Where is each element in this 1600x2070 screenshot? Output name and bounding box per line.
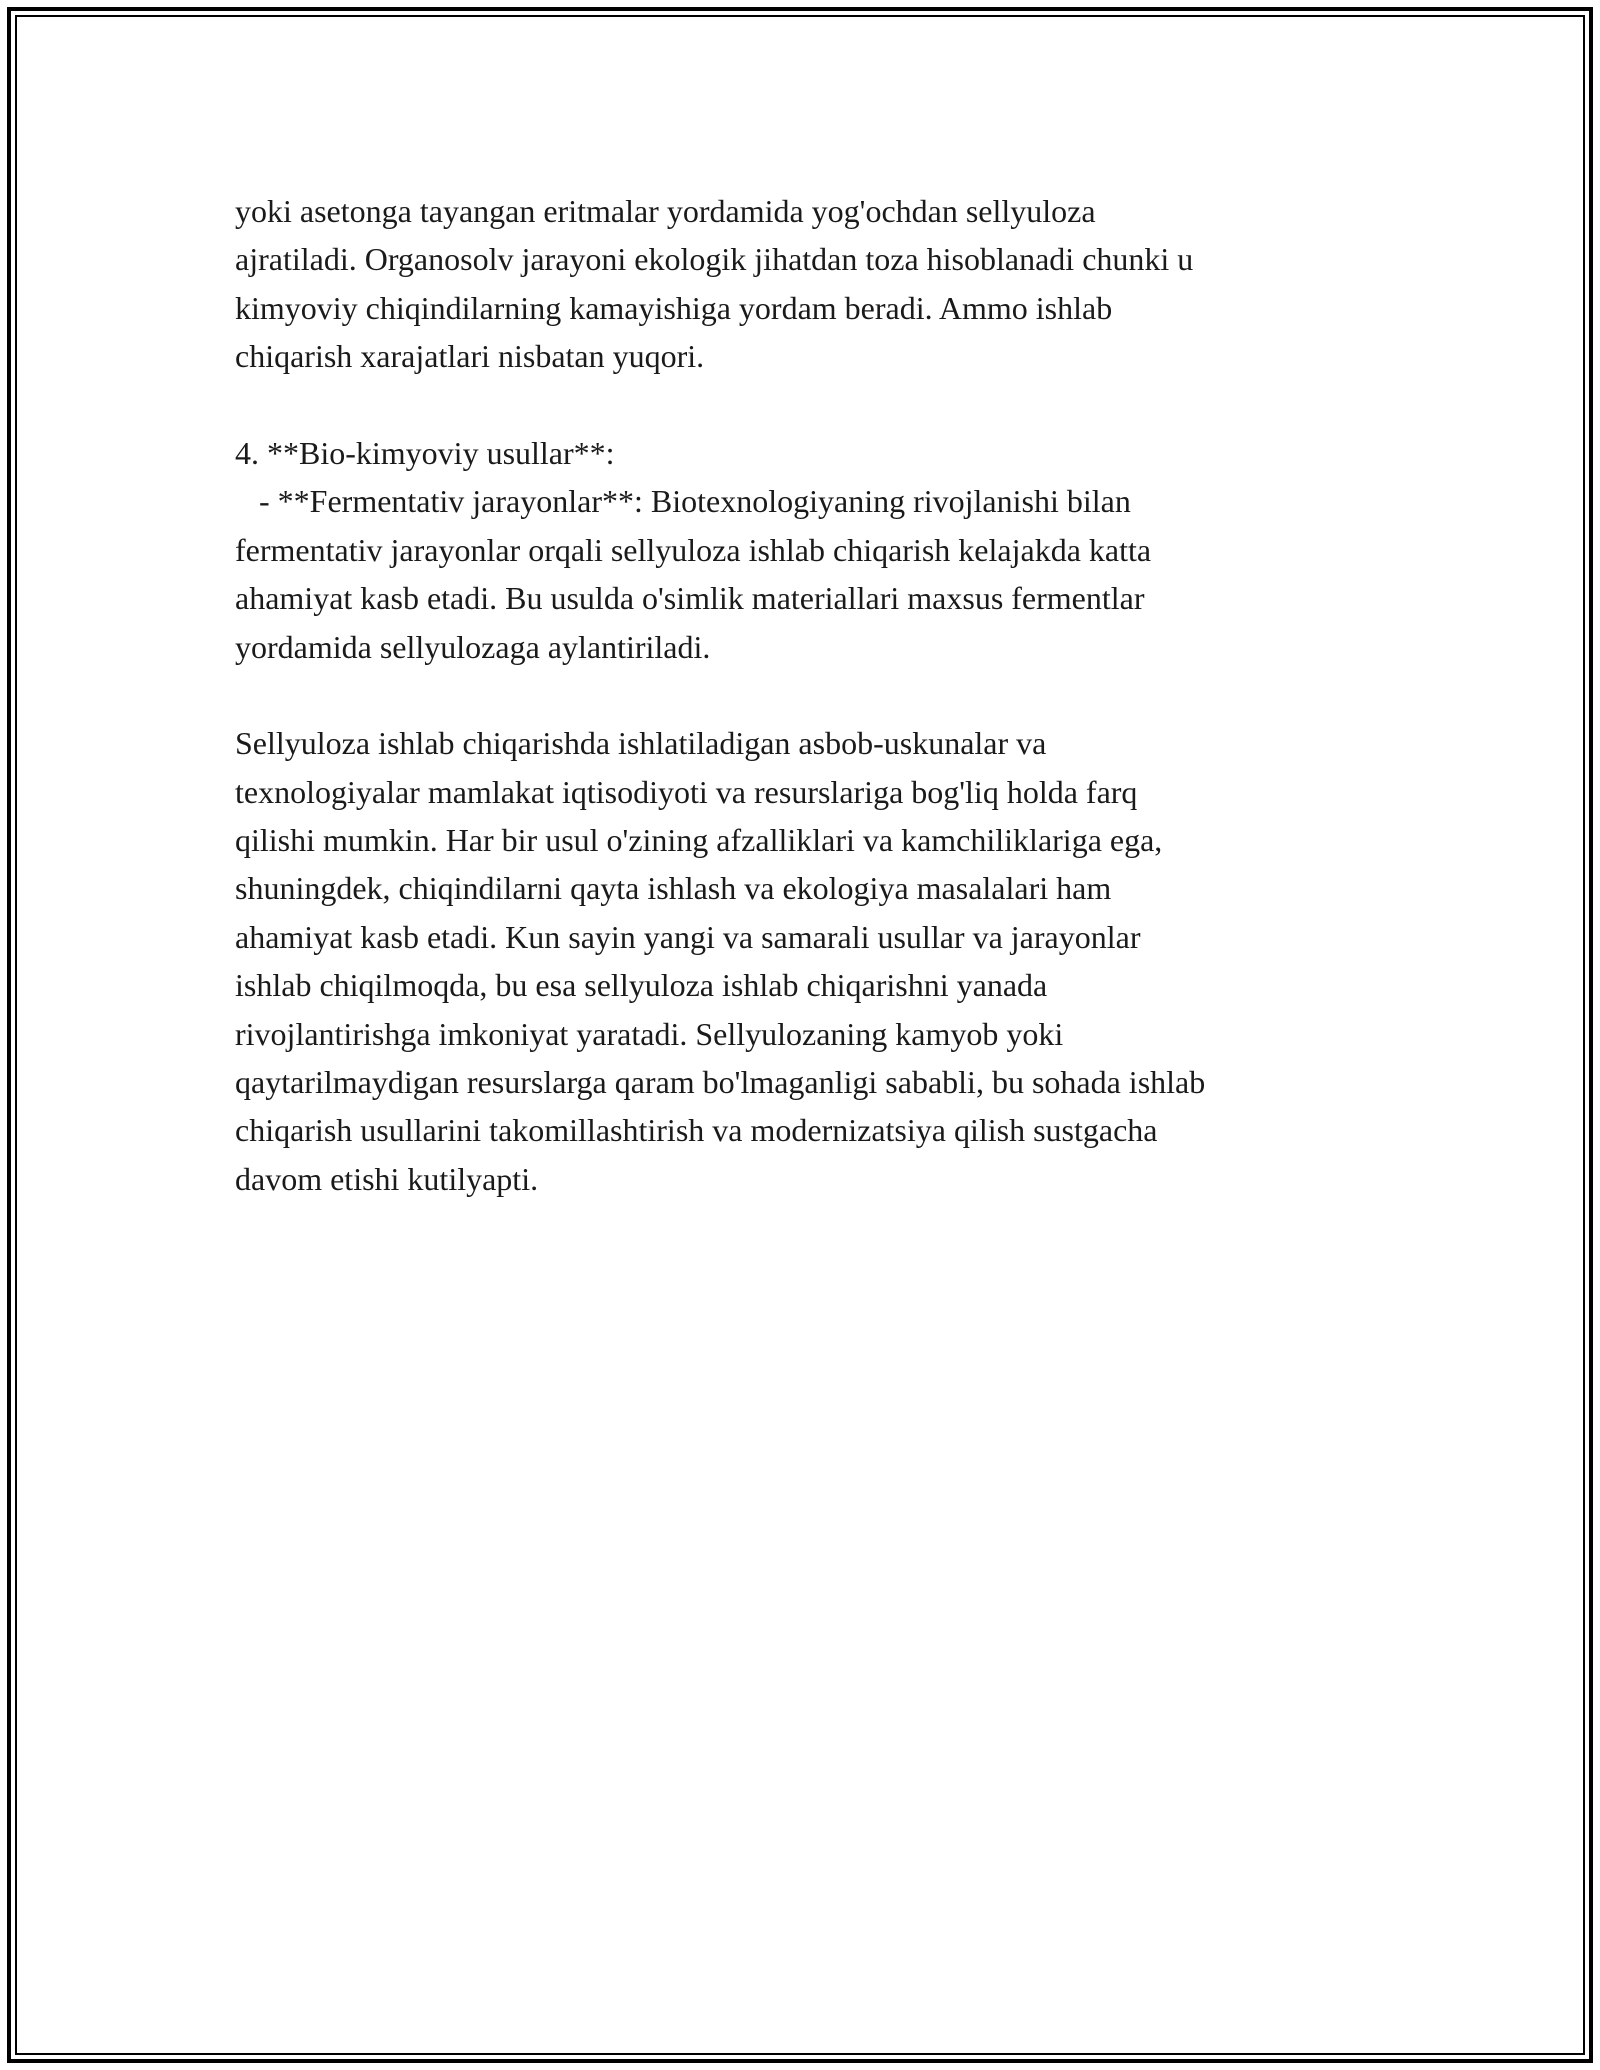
text-line: chiqarish xarajatlari nisbatan yuqori. bbox=[235, 338, 705, 375]
text-line: ajratiladi. Organosolv jarayoni ekologik jihatdan toza hisoblanadi chunki u bbox=[235, 241, 1194, 278]
paragraph-spacer bbox=[235, 381, 1375, 429]
paragraph-spacer bbox=[235, 671, 1375, 719]
text-line: texnologiyalar mamlakat iqtisodiyoti va resurslariga bog'liq holda farq bbox=[235, 773, 1138, 810]
text-line: qaytarilmaydigan resurslarga qaram bo'lmaganligi sababli, bu sohada ishlab bbox=[235, 1064, 1206, 1101]
text-line: davom etishi kutilyapti. bbox=[235, 1160, 539, 1197]
paragraph-conclusion bbox=[235, 719, 1375, 1203]
text-line: yoki asetonga tayangan eritmalar yordamida yog'ochdan sellyuloza bbox=[235, 193, 1096, 229]
text-line: ahamiyat kasb etadi. Kun sayin yangi va samarali usullar va jarayonlar bbox=[235, 918, 1141, 955]
paragraph-organosolv bbox=[235, 187, 1375, 381]
text-line: Sellyuloza ishlab chiqarishda ishlatiladigan asbob-uskunalar va bbox=[235, 725, 1047, 762]
text-line: chiqarish usullarini takomillashtirish va modernizatsiya qilish sustgacha bbox=[235, 1112, 1158, 1149]
list-item: - **Fermentativ jarayonlar**: Biotexnologiyaning rivojlanishi bilan bbox=[235, 483, 1131, 520]
text-line: shuningdek, chiqindilarni qayta ishlash va ekologiya masalalari ham bbox=[235, 870, 1112, 907]
text-line: ahamiyat kasb etadi. Bu usulda o'simlik materiallari maxsus fermentlar bbox=[235, 580, 1145, 617]
text-line: yordamida sellyulozaga aylantiriladi. bbox=[235, 628, 711, 665]
text-line: qilishi mumkin. Har bir usul o'zining afzalliklari va kamchiliklariga ega, bbox=[235, 822, 1163, 859]
text-line: kimyoviy chiqindilarning kamayishiga yordam beradi. Ammo ishlab bbox=[235, 289, 1113, 326]
text-line: fermentativ jarayonlar orqali sellyuloza ishlab chiqarish kelajakda katta bbox=[235, 531, 1152, 568]
text-line: rivojlantirishga imkoniyat yaratadi. Sellyulozaning kamyob yoki bbox=[235, 1015, 1064, 1052]
document-body bbox=[235, 187, 1375, 1203]
paragraph-bio-chemical-methods bbox=[235, 429, 1375, 671]
list-heading: 4. **Bio-kimyoviy usullar**: bbox=[235, 434, 615, 471]
text-line: ishlab chiqilmoqda, bu esa sellyuloza ishlab chiqarishni yanada bbox=[235, 967, 1048, 1004]
